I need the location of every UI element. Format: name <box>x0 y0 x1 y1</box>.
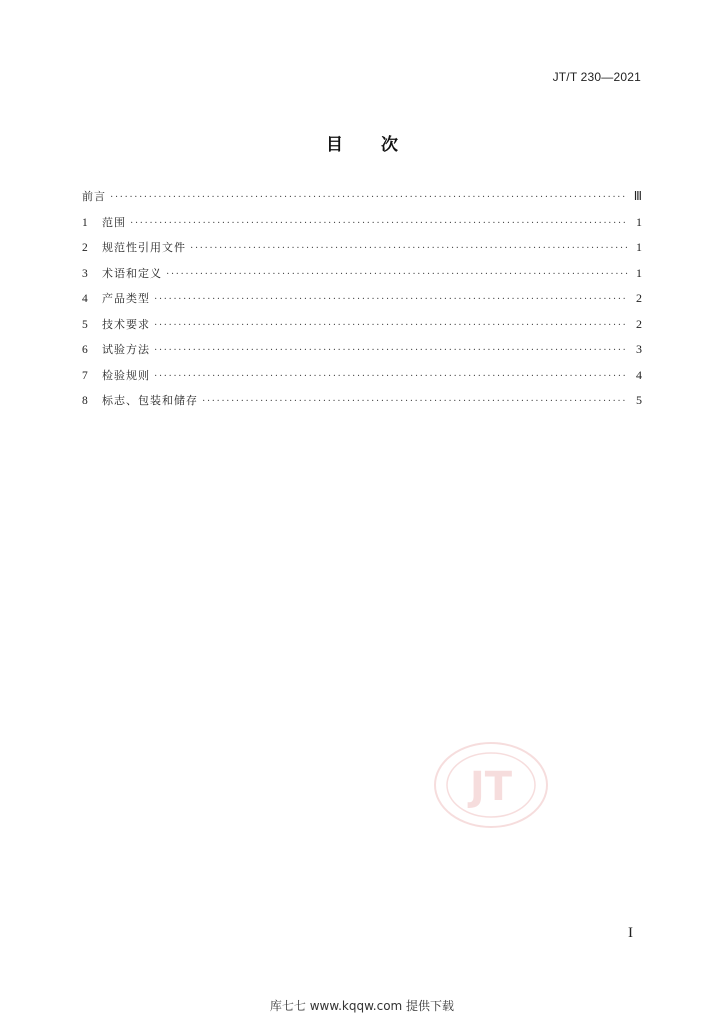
toc-entry-page: 2 <box>636 291 642 305</box>
toc-title-char-1: 目 <box>326 135 343 155</box>
toc-entry-page: Ⅲ <box>633 189 642 203</box>
toc-entry-inspection-rules[interactable] <box>82 367 642 393</box>
toc-entry-number: 1 <box>82 216 88 229</box>
toc-entry-label: 规范性引用文件 <box>102 241 186 254</box>
toc-entry-page: 4 <box>636 367 642 382</box>
toc-entry-technical-requirements[interactable] <box>82 316 642 342</box>
toc-leader-dots <box>166 269 628 280</box>
toc-entry-label: 技术要求 <box>102 317 150 331</box>
toc-entry-number: 5 <box>82 318 88 331</box>
toc-entry-page: 3 <box>636 342 642 356</box>
toc-entry-page: 2 <box>636 316 642 331</box>
toc-entry-label: 前言 <box>82 190 106 203</box>
toc-entry-page: 5 <box>636 393 642 407</box>
standard-code: JT/T 230—2021 <box>552 70 641 84</box>
toc-entry-scope[interactable] <box>82 214 642 240</box>
toc-leader-dots <box>154 320 628 331</box>
toc-entry-number: 3 <box>82 267 88 280</box>
toc-leader-dots <box>202 396 628 407</box>
toc-title-char-2: 次 <box>381 135 398 155</box>
toc-entry-label: 产品类型 <box>102 292 150 305</box>
toc-leader-dots <box>154 294 628 305</box>
toc-entry-label: 术语和定义 <box>102 266 162 280</box>
toc-entry-label: 试验方法 <box>102 343 150 356</box>
page-number: I <box>628 925 633 941</box>
toc-title <box>0 130 724 155</box>
toc-leader-dots <box>110 192 628 203</box>
toc-entry-number: 4 <box>82 293 88 305</box>
toc-leader-dots <box>154 371 628 382</box>
toc-entry-normative-references[interactable] <box>82 239 642 265</box>
toc-leader-dots <box>130 218 628 229</box>
toc-leader-dots <box>190 243 628 254</box>
toc-entry-number: 6 <box>82 344 88 356</box>
toc-entry-page: 1 <box>636 240 642 254</box>
toc-leader-dots <box>154 345 628 356</box>
toc-entry-number: 7 <box>82 369 88 382</box>
toc-entry-number: 2 <box>82 242 88 254</box>
toc-entry-page: 1 <box>636 265 642 280</box>
footer-download-notice: 库七七 www.kqqw.com 提供下载 <box>269 999 455 1013</box>
toc-entry-terms-definitions[interactable] <box>82 265 642 291</box>
toc-entry-number: 8 <box>82 395 88 407</box>
toc-entry-label: 范围 <box>102 215 126 229</box>
toc-entry-test-methods[interactable] <box>82 341 642 367</box>
toc-entry-product-types[interactable] <box>82 290 642 316</box>
toc-entry-page: 1 <box>636 214 642 229</box>
svg-text:JT: JT <box>469 764 513 810</box>
toc-entry-foreword[interactable] <box>82 188 642 214</box>
toc-entry-marking-packaging-storage[interactable] <box>82 392 642 418</box>
toc-entry-label: 检验规则 <box>102 368 150 382</box>
jt-watermark-logo <box>432 740 550 830</box>
table-of-contents <box>82 188 642 418</box>
toc-entry-label: 标志、包装和储存 <box>102 394 198 407</box>
